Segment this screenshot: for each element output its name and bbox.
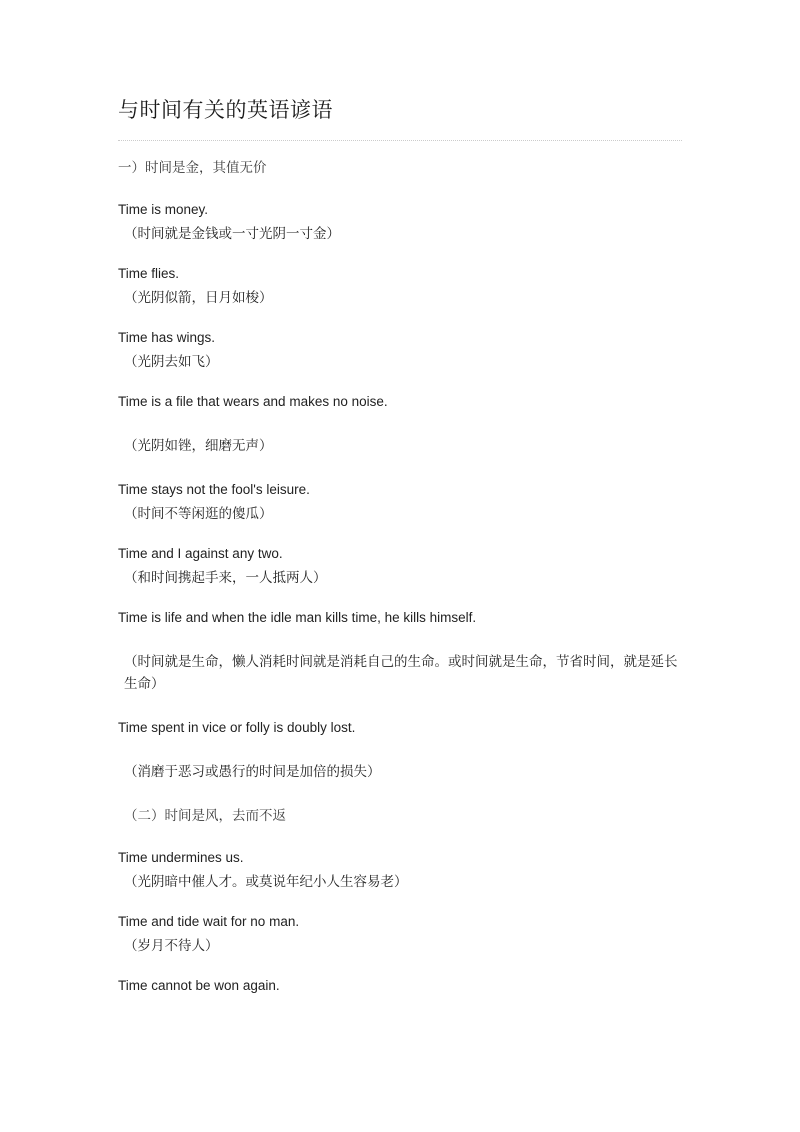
proverb-english-10: Time and tide wait for no man. [118, 914, 300, 929]
proverb-chinese-2: （光阴似箭，日月如梭） [124, 290, 273, 305]
proverb-english-5: Time stays not the fool's leisure. [118, 482, 310, 497]
proverb-chinese-7: （时间就是生命，懒人消耗时间就是消耗自己的生命。或时间就是生命，节省时间，就是延长生命） [124, 654, 678, 691]
proverb-chinese-10: （岁月不待人） [124, 938, 219, 953]
section-heading-2: （二）时间是风，去而不返 [124, 808, 286, 823]
proverb-english-9: Time undermines us. [118, 850, 244, 865]
proverb-english-6: Time and I against any two. [118, 546, 283, 561]
proverb-english-8: Time spent in vice or folly is doubly lost. [118, 720, 356, 735]
proverb-english-4: Time is a file that wears and makes no noise. [118, 394, 388, 409]
proverb-chinese-3: （光阴去如飞） [124, 354, 219, 369]
title-divider [118, 140, 682, 141]
proverb-english-3: Time has wings. [118, 330, 216, 345]
proverb-english-7: Time is life and when the idle man kills time, he kills himself. [118, 610, 477, 625]
proverb-chinese-6: （和时间携起手来，一人抵两人） [124, 570, 327, 585]
proverb-chinese-1: （时间就是金钱或一寸光阴一寸金） [124, 226, 340, 241]
proverb-english-11: Time cannot be won again. [118, 978, 280, 993]
proverb-english-1: Time is money. [118, 202, 209, 217]
section-heading-1: 一）时间是金，其值无价 [118, 160, 267, 175]
document-content [118, 96, 682, 999]
page-title: 与时间有关的英语谚语 [118, 99, 333, 122]
proverb-english-2: Time flies. [118, 266, 180, 281]
proverb-chinese-9: （光阴暗中催人才。或莫说年纪小人生容易老） [124, 874, 408, 889]
proverb-chinese-8: （消磨于恶习或愚行的时间是加倍的损失） [124, 764, 381, 779]
proverb-chinese-5: （时间不等闲逛的傻瓜） [124, 506, 273, 521]
proverb-chinese-4: （光阴如锉，细磨无声） [124, 438, 273, 453]
